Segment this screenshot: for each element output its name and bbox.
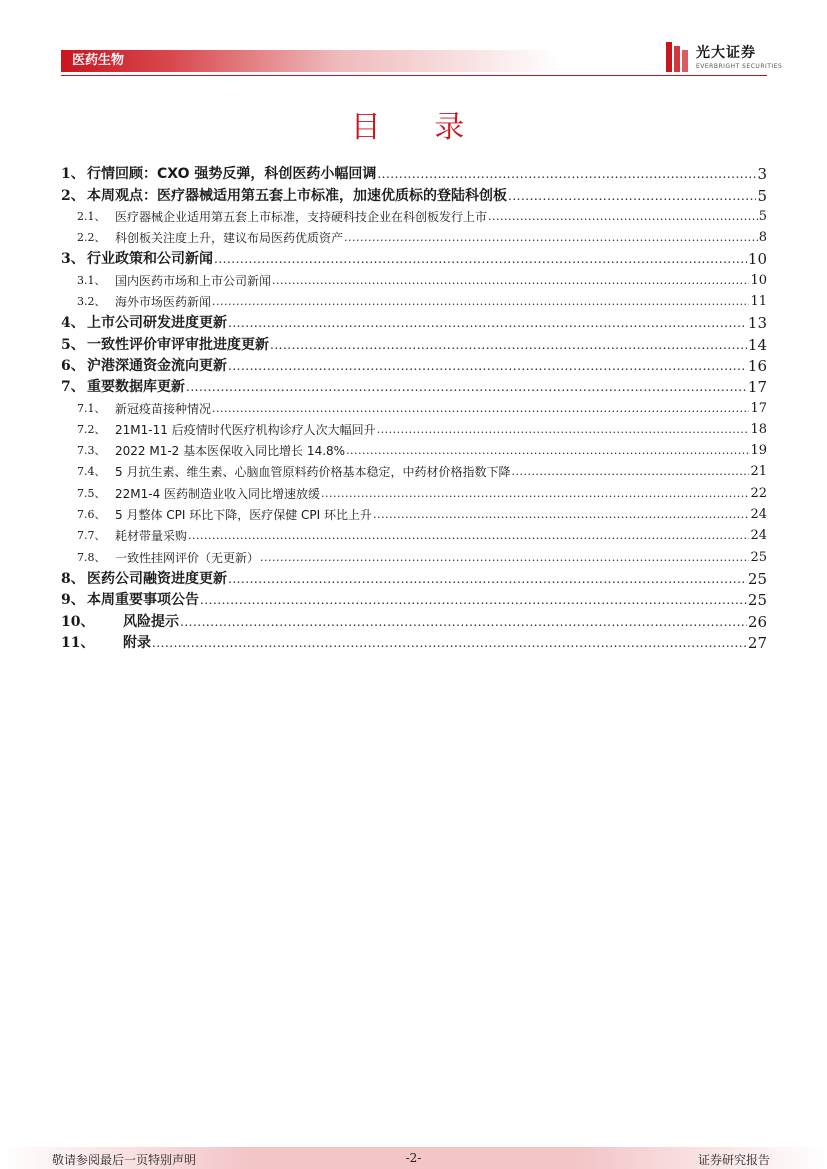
toc-page: 27 [747,633,767,652]
page-title: 目 录 [350,110,487,145]
toc-label: 2022 M1-2 基本医保收入同比增长 14.8% [115,444,346,459]
toc-label: 上市公司研发进度更新 [87,315,227,332]
toc-entry[interactable] [61,589,767,610]
toc-page: 25 [750,549,767,565]
toc-number: 7.7、 [77,529,106,543]
toc-entry[interactable] [61,440,767,461]
toc-label: 22M1-4 医药制造业收入同比增速放缓 [115,486,321,501]
toc-entry[interactable] [61,355,767,376]
toc-entry[interactable] [61,525,767,546]
toc-number: 5、 [61,336,85,353]
toc-number: 8、 [61,570,85,587]
toc-number: 2.1、 [77,209,106,223]
toc-page: 19 [750,443,767,459]
toc-label: 国内医药市场和上市公司新闻 [115,273,272,288]
toc-leader [270,335,747,355]
toc-number: 3.2、 [77,295,106,309]
toc-label: 一致性评价审评审批进度更新 [87,336,269,353]
toc-entry[interactable] [61,163,767,184]
toc-entry[interactable] [61,312,767,333]
toc-page: 5 [757,186,767,205]
toc-leader [344,228,758,248]
toc-leader [228,356,747,376]
toc-number: 7.3、 [77,444,106,458]
toc-page: 13 [747,314,767,333]
toc-page: 5 [758,208,767,224]
toc-entry[interactable] [61,419,767,440]
toc-page: 26 [747,612,767,631]
toc-leader [272,271,749,291]
toc-number: 3、 [61,251,85,268]
toc-leader [212,292,749,312]
toc-number: 1、 [61,166,85,183]
toc-leader [186,377,747,397]
toc-label: 风险提示 [123,613,179,630]
toc-number: 4、 [61,315,85,332]
toc-label: 行情回顾：CXO 强势反弹，科创医药小幅回调 [87,166,377,183]
toc-leader [212,399,749,419]
toc-number: 7、 [61,379,85,396]
toc-page: 16 [747,356,767,375]
toc-leader [321,484,749,504]
toc-page: 22 [750,485,767,501]
toc-number: 7.8、 [77,550,106,564]
toc-page: 17 [747,378,767,397]
toc-leader [260,548,749,568]
toc-entry[interactable] [61,227,767,248]
toc-entry[interactable] [61,632,767,653]
toc-page: 25 [747,591,767,610]
toc-label: 行业政策和公司新闻 [87,251,213,268]
toc-number: 3.1、 [77,273,106,287]
toc-number: 7.2、 [77,422,106,436]
toc-page: 24 [750,528,767,544]
toc-number: 2.2、 [77,231,106,245]
toc-leader [488,207,758,227]
toc-leader [200,590,747,610]
toc-leader [508,186,756,206]
toc-label: 附录 [123,634,151,651]
toc-leader [511,462,749,482]
table-of-contents [61,163,767,653]
toc-page: 25 [747,569,767,588]
toc-label: 科创板关注度上升，建议布局医药优质资产 [115,231,344,246]
toc-entry[interactable] [61,248,767,269]
toc-label: 新冠疫苗接种情况 [115,401,212,416]
toc-label: 5 月抗生素、维生素、心脑血管原料药价格基本稳定，中药材价格指数下降 [115,465,511,480]
toc-entry[interactable] [61,504,767,525]
section-label: 医药生物 [72,53,125,68]
toc-label: 医药公司融资进度更新 [87,570,227,587]
toc-label: 一致性挂网评价（无更新） [115,550,260,565]
footer-disclaimer: 敬请参阅最后一页特别声明 [52,1153,197,1167]
page-number: -2- [405,1151,422,1165]
toc-entry[interactable] [61,568,767,589]
toc-leader [377,420,750,440]
toc-label: 海外市场医药新闻 [115,295,212,310]
toc-page: 18 [750,421,767,437]
toc-entry[interactable] [61,482,767,503]
toc-label: 耗材带量采购 [115,529,188,544]
toc-entry[interactable] [61,184,767,205]
toc-entry[interactable] [61,546,767,567]
toc-leader [152,633,747,653]
toc-entry[interactable] [61,397,767,418]
toc-number: 7.1、 [77,401,106,415]
toc-label: 重要数据库更新 [87,379,185,396]
toc-page: 11 [750,294,767,310]
toc-label: 本周重要事项公告 [87,592,199,609]
toc-number: 10、 [61,613,95,630]
toc-page: 21 [750,464,767,480]
toc-number: 7.5、 [77,486,106,500]
toc-number: 7.4、 [77,465,106,479]
toc-number: 2、 [61,187,85,204]
toc-leader [373,505,749,525]
toc-page: 24 [750,507,767,523]
toc-entry[interactable] [61,206,767,227]
toc-number: 6、 [61,357,85,374]
toc-entry[interactable] [61,333,767,354]
toc-number: 11、 [61,634,95,651]
toc-label: 沪港深通资金流向更新 [87,357,227,374]
toc-page: 3 [757,165,767,184]
toc-page: 8 [758,230,767,246]
toc-leader [188,526,749,546]
brand-subtitle: EVERBRIGHT SECURITIES [696,63,783,70]
toc-label: 5 月整体 CPI 环比下降，医疗保健 CPI 环比上升 [115,508,373,523]
toc-page: 17 [750,400,767,416]
brand-name: 光大证券 [696,45,756,61]
toc-leader [377,164,756,184]
toc-page: 10 [747,250,767,269]
header-divider [61,75,767,76]
footer-doc-type: 证券研究报告 [697,1153,770,1167]
toc-label: 本周观点：医疗器械适用第五套上市标准，加速优质标的登陆科创板 [87,187,507,204]
toc-label: 医疗器械企业适用第五套上市标准，支持硬科技企业在科创板发行上市 [115,209,488,224]
toc-entry[interactable] [61,291,767,312]
toc-leader [228,313,747,333]
toc-entry[interactable] [61,461,767,482]
toc-leader [180,612,747,632]
toc-label: 21M1-11 后疫情时代医疗机构诊疗人次大幅回升 [115,422,376,437]
toc-number: 9、 [61,592,85,609]
toc-entry[interactable] [61,376,767,397]
toc-leader [214,249,747,269]
toc-page: 14 [747,335,767,354]
toc-number: 7.6、 [77,508,106,522]
toc-entry[interactable] [61,610,767,631]
toc-leader [228,569,747,589]
toc-leader [346,441,749,461]
toc-page: 10 [750,272,767,288]
header-band [61,50,561,72]
toc-entry[interactable] [61,269,767,290]
